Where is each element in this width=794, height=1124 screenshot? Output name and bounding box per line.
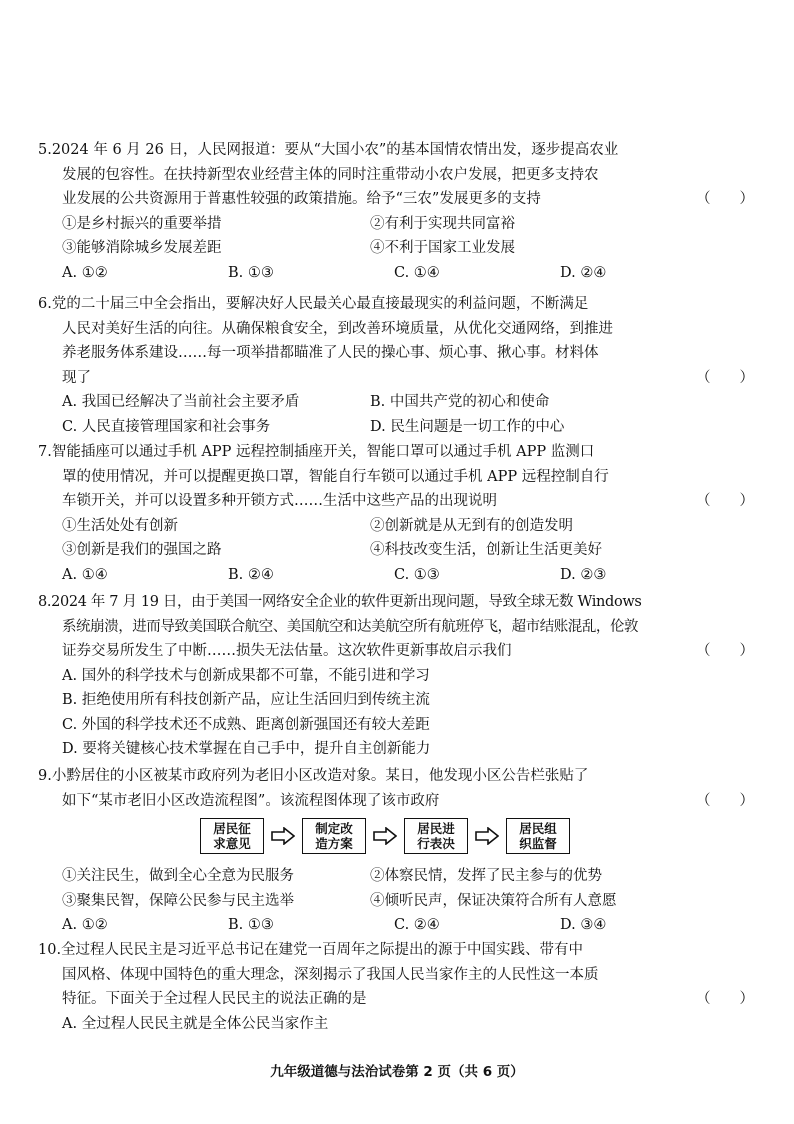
flow-step-3: 居民进 行表决 bbox=[404, 818, 468, 854]
arrow-right-icon bbox=[264, 819, 302, 853]
question-stem-line bbox=[38, 366, 754, 391]
statement-row bbox=[38, 889, 754, 914]
statement-4: ④不利于国家工业发展 bbox=[370, 240, 515, 256]
statement-1: ①是乡村振兴的重要举措 bbox=[62, 215, 222, 232]
statement-2: ②有利于实现共同富裕 bbox=[370, 215, 515, 232]
choice-c: C. 外国的科学技术还不成熟、距离创新强国还有较大差距 bbox=[62, 716, 430, 733]
choice-d: D. ②④ bbox=[560, 264, 607, 281]
question-stem-line: 9.小黔居住的小区被某市政府列为老旧小区改造对象。某日，他发现小区公告栏张贴了 bbox=[38, 768, 589, 784]
question-stem-line: 5.2024 年 6 月 26 日，人民网报道：要从“大国小农”的基本国情农情出发，逐步提高农业 bbox=[38, 142, 619, 158]
question-9-options bbox=[38, 864, 754, 938]
question-5 bbox=[38, 138, 754, 285]
question-stem-line: 养老服务体系建设……每一项举措都瞄准了人民的操心事、烦心事、揪心事。材料体 bbox=[62, 345, 599, 361]
statement-row bbox=[38, 212, 754, 237]
choice-a: A. ①④ bbox=[62, 566, 108, 583]
statement-row bbox=[38, 538, 754, 563]
flow-step-2: 制定改 造方案 bbox=[302, 818, 366, 854]
answer-bracket: （ ） bbox=[696, 191, 754, 207]
statement-3: ③创新是我们的强国之路 bbox=[62, 542, 222, 558]
question-stem-line: 发展的包容性。在扶持新型农业经营主体的同时注重带动小农户发展，把更多支持农 bbox=[62, 166, 599, 183]
question-stem-line: 国风格、体现中国特色的重大理念，深刻揭示了我国人民当家作主的人民性这一本质 bbox=[62, 966, 599, 983]
page-footer: 九年级道德与法治试卷第 2 页（共 6 页） bbox=[270, 1064, 524, 1080]
question-stem-line bbox=[38, 489, 754, 514]
question-stem-text: 如下“某市老旧小区改造流程图”。该流程图体现了该市政府 bbox=[62, 792, 440, 809]
question-stem-line bbox=[38, 987, 754, 1012]
question-stem-line: 6.党的二十届三中全会指出，要解决好人民最关心最直接最现实的利益问题，不断满足 bbox=[38, 296, 589, 312]
question-stem-text: 车锁开关，并可以设置多种开锁方式……生活中这些产品的出现说明 bbox=[62, 493, 497, 509]
answer-bracket: （ ） bbox=[696, 643, 754, 659]
question-stem-line bbox=[38, 639, 754, 664]
statement-2: ②体察民情，发挥了民主参与的优势 bbox=[370, 868, 602, 884]
choice-row bbox=[38, 913, 754, 938]
choice-d: D. 民生问题是一切工作的中心 bbox=[370, 418, 565, 435]
flow-step-1: 居民征 求意见 bbox=[200, 818, 264, 854]
statement-row bbox=[38, 236, 754, 261]
question-stem-line: 7.智能插座可以通过手机 APP 远程控制插座开关，智能口罩可以通过手机 APP 监测口 bbox=[38, 444, 595, 460]
question-stem-text: 现了 bbox=[62, 369, 91, 386]
choice-a: A. ①② bbox=[62, 917, 108, 933]
question-stem-text: 业发展的公共资源用于普惠性较强的政策措施。给予“三农”发展更多的支持 bbox=[62, 191, 541, 207]
choice-d: D. ②③ bbox=[560, 566, 607, 583]
statement-2: ②创新就是从无到有的创造发明 bbox=[370, 517, 573, 534]
choice-c: C. ①③ bbox=[394, 566, 440, 583]
question-stem-line: 人民对美好生活的向往。从确保粮食安全，到改善环境质量，从优化交通网络，到推进 bbox=[62, 320, 613, 337]
statement-3: ③聚集民智，保障公民参与民主选举 bbox=[62, 892, 294, 909]
statement-row bbox=[38, 864, 754, 889]
answer-bracket: （ ） bbox=[696, 369, 754, 386]
answer-bracket: （ ） bbox=[696, 991, 754, 1007]
choice-row bbox=[38, 563, 754, 588]
answer-bracket: （ ） bbox=[696, 792, 754, 809]
arrow-right-icon bbox=[366, 819, 404, 853]
question-stem-line: 罩的使用情况，并可以提醒更换口罩，智能自行车锁可以通过手机 APP 远程控制自行 bbox=[62, 468, 609, 485]
question-stem-text: 证券交易所发生了中断……损失无法估量。这次软件更新事故启示我们 bbox=[62, 643, 512, 659]
statement-4: ④倾听民声，保证决策符合所有人意愿 bbox=[370, 892, 617, 909]
question-9 bbox=[38, 764, 754, 813]
choice-a: A. 国外的科学技术与创新成果都不可靠，不能引进和学习 bbox=[62, 667, 430, 684]
question-6 bbox=[38, 292, 754, 439]
question-7 bbox=[38, 440, 754, 587]
question-stem-line: 系统崩溃，进而导致美国联合航空、美国航空和达美航空所有航班停飞，超市结账混乱，伦敦 bbox=[62, 618, 639, 635]
statement-4: ④科技改变生活，创新让生活更美好 bbox=[370, 542, 602, 558]
question-stem-line: 8.2024 年 7 月 19 日，由于美国一网络安全企业的软件更新出现问题，导致全球无数 Windows bbox=[38, 594, 642, 610]
choice-row bbox=[38, 390, 754, 415]
choice-c: C. ②④ bbox=[394, 917, 440, 933]
choice-a: A. 我国已经解决了当前社会主要矛盾 bbox=[62, 394, 300, 410]
question-8 bbox=[38, 590, 754, 762]
choice-c: C. ①④ bbox=[394, 264, 440, 281]
choice-d: D. 要将关键核心技术掌握在自己手中，提升自主创新能力 bbox=[62, 741, 431, 757]
question-stem-line: 10.全过程人民民主是习近平总书记在建党一百周年之际提出的源于中国实践、带有中 bbox=[38, 942, 584, 958]
choice-row bbox=[38, 261, 754, 286]
choice-b: B. ①③ bbox=[228, 264, 274, 281]
choice-row bbox=[38, 415, 754, 440]
statement-row bbox=[38, 514, 754, 539]
choice-a: A. 全过程人民民主就是全体公民当家作主 bbox=[62, 1015, 329, 1032]
choice-b: B. 中国共产党的初心和使命 bbox=[370, 394, 550, 410]
choice-d: D. ③④ bbox=[560, 917, 607, 933]
answer-bracket: （ ） bbox=[696, 493, 754, 509]
question-10 bbox=[38, 938, 754, 1036]
question-stem-text: 特征。下面关于全过程人民民主的说法正确的是 bbox=[62, 991, 367, 1007]
renovation-flowchart bbox=[200, 818, 570, 854]
flow-step-4: 居民组 织监督 bbox=[506, 818, 570, 854]
choice-a: A. ①② bbox=[62, 264, 108, 281]
statement-1: ①关注民生，做到全心全意为民服务 bbox=[62, 868, 294, 884]
choice-b: B. ①③ bbox=[228, 917, 274, 933]
choice-c: C. 人民直接管理国家和社会事务 bbox=[62, 418, 271, 435]
choice-b: B. 拒绝使用所有科技创新产品，应让生活回归到传统主流 bbox=[62, 692, 430, 708]
question-stem-line bbox=[38, 789, 754, 814]
question-stem-line bbox=[38, 187, 754, 212]
arrow-right-icon bbox=[468, 819, 506, 853]
choice-b: B. ②④ bbox=[228, 566, 274, 583]
statement-3: ③能够消除城乡发展差距 bbox=[62, 240, 222, 256]
statement-1: ①生活处处有创新 bbox=[62, 517, 178, 534]
